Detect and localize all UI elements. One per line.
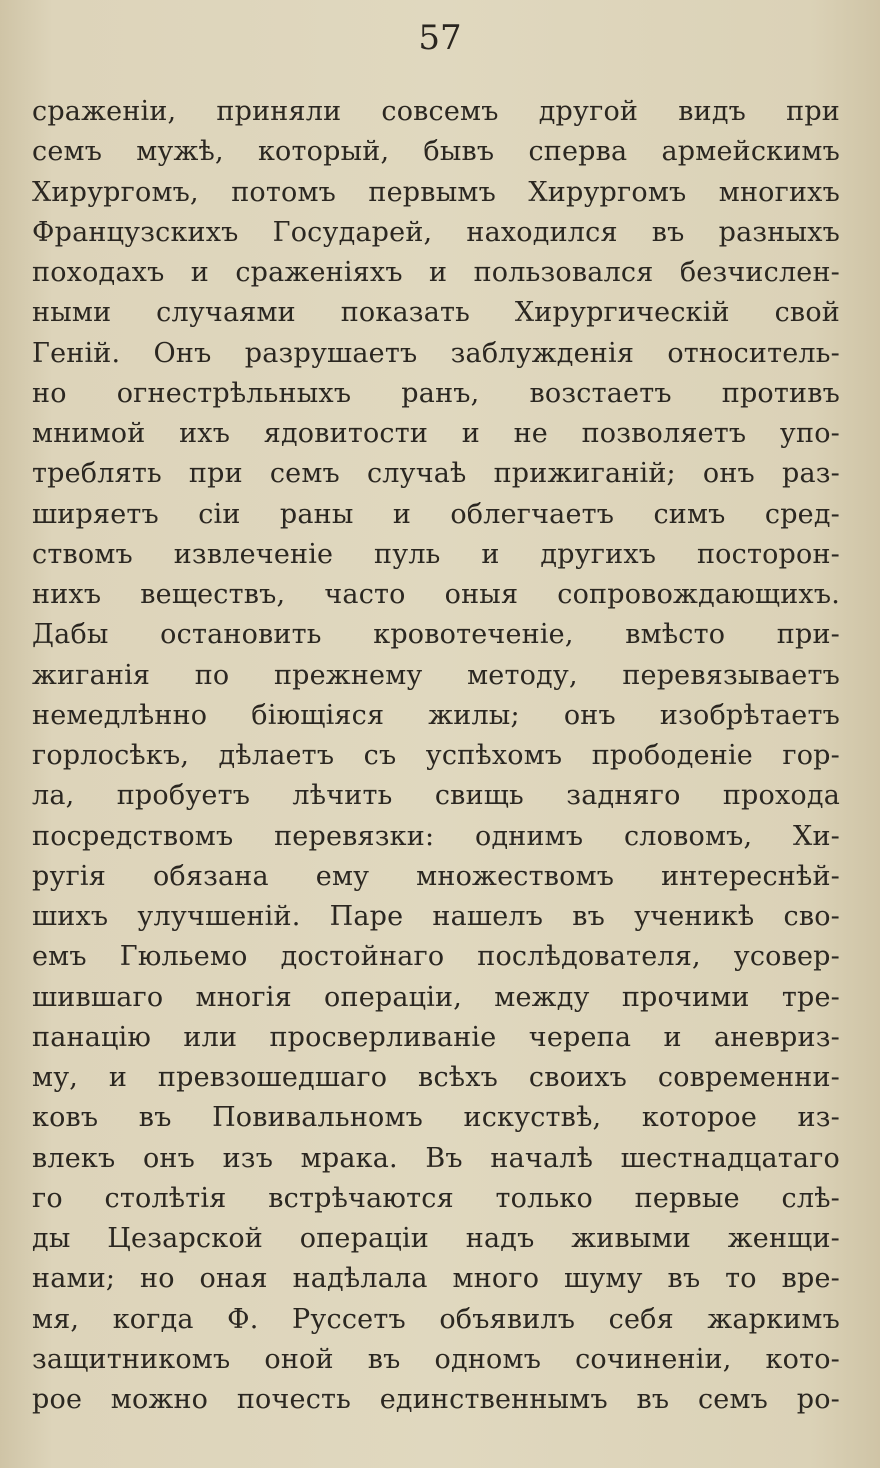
text-line: посредствомъ перевязки: однимъ словомъ, Хи- [32,820,840,852]
text-line: шихъ улучшеній. Паре нашелъ въ ученикѣ сво- [32,901,840,932]
text-line: ругія обязана ему множествомъ интереснѣй- [32,860,840,892]
text-line: емъ Гюльемо достойнаго послѣдователя, усовер- [32,941,840,973]
text-line: му, и превзошедшаго всѣхъ своихъ современни- [32,1062,840,1093]
text-line: нами; но оная надѣлала много шуму въ то вре- [32,1263,840,1295]
text-line: походахъ и сраженіяхъ и пользовался безчислен- [32,257,840,288]
text-line: влекъ онъ изъ мрака. Въ началѣ шестнадцатаго [32,1142,840,1174]
text-line: мя, когда Ф. Руссетъ объявилъ себя жаркимъ [32,1303,840,1335]
text-line: горлосѣкъ, дѣлаетъ съ успѣхомъ прободеніе гор- [32,740,840,771]
text-line: нихъ веществъ, часто оныя сопровождающихъ. [32,579,840,610]
text-line: ствомъ извлеченіе пуль и другихъ посторон- [32,538,840,570]
text-line: ширяетъ сіи раны и облегчаетъ симъ сред- [32,498,840,530]
text-line: треблять при семъ случаѣ прижиганій; онъ раз- [32,458,840,490]
text-line: сраженіи, приняли совсемъ другой видъ при [32,96,840,127]
text-line: ными случаями показать Хирургическій свой [32,297,840,329]
text-line: Геній. Онъ разрушаетъ заблужденія относитель- [32,337,840,369]
text-line: ды Цезарской операціи надъ живыми женщи- [32,1223,840,1254]
text-line: Французскихъ Государей, находился въ разныхъ [32,216,840,248]
text-line: защитникомъ оной въ одномъ сочиненіи, кото- [32,1343,840,1375]
page-number: 57 [418,18,462,58]
text-line: но огнестрѣльныхъ ранъ, возстаетъ противъ [32,377,840,409]
text-line: Дабы остановить кровотеченіе, вмѣсто при- [32,619,840,651]
text-line: семъ мужѣ, который, бывъ сперва армейскимъ [32,136,840,168]
text-line: го столѣтія встрѣчаются только первые слѣ- [32,1182,840,1214]
text-line: Хирургомъ, потомъ первымъ Хирургомъ многихъ [32,176,840,208]
text-line: рое можно почесть единственнымъ въ семъ ро- [32,1384,840,1415]
text-line: шившаго многія операціи, между прочими тре- [32,981,840,1013]
text-line: ковъ въ Повивальномъ искуствѣ, которое из- [32,1102,840,1134]
text-line: панацію или просверливаніе черепа и аневриз- [32,1021,840,1053]
text-line: немедлѣнно біющіяся жилы; онъ изобрѣтаетъ [32,699,840,731]
text-line: мнимой ихъ ядовитости и не позволяетъ упо- [32,418,840,449]
text-line: жиганія по прежнему методу, перевязываетъ [32,659,840,691]
text-line: ла, пробуетъ лѣчить свищь задняго прохода [32,780,840,812]
body-text [32,92,840,1420]
